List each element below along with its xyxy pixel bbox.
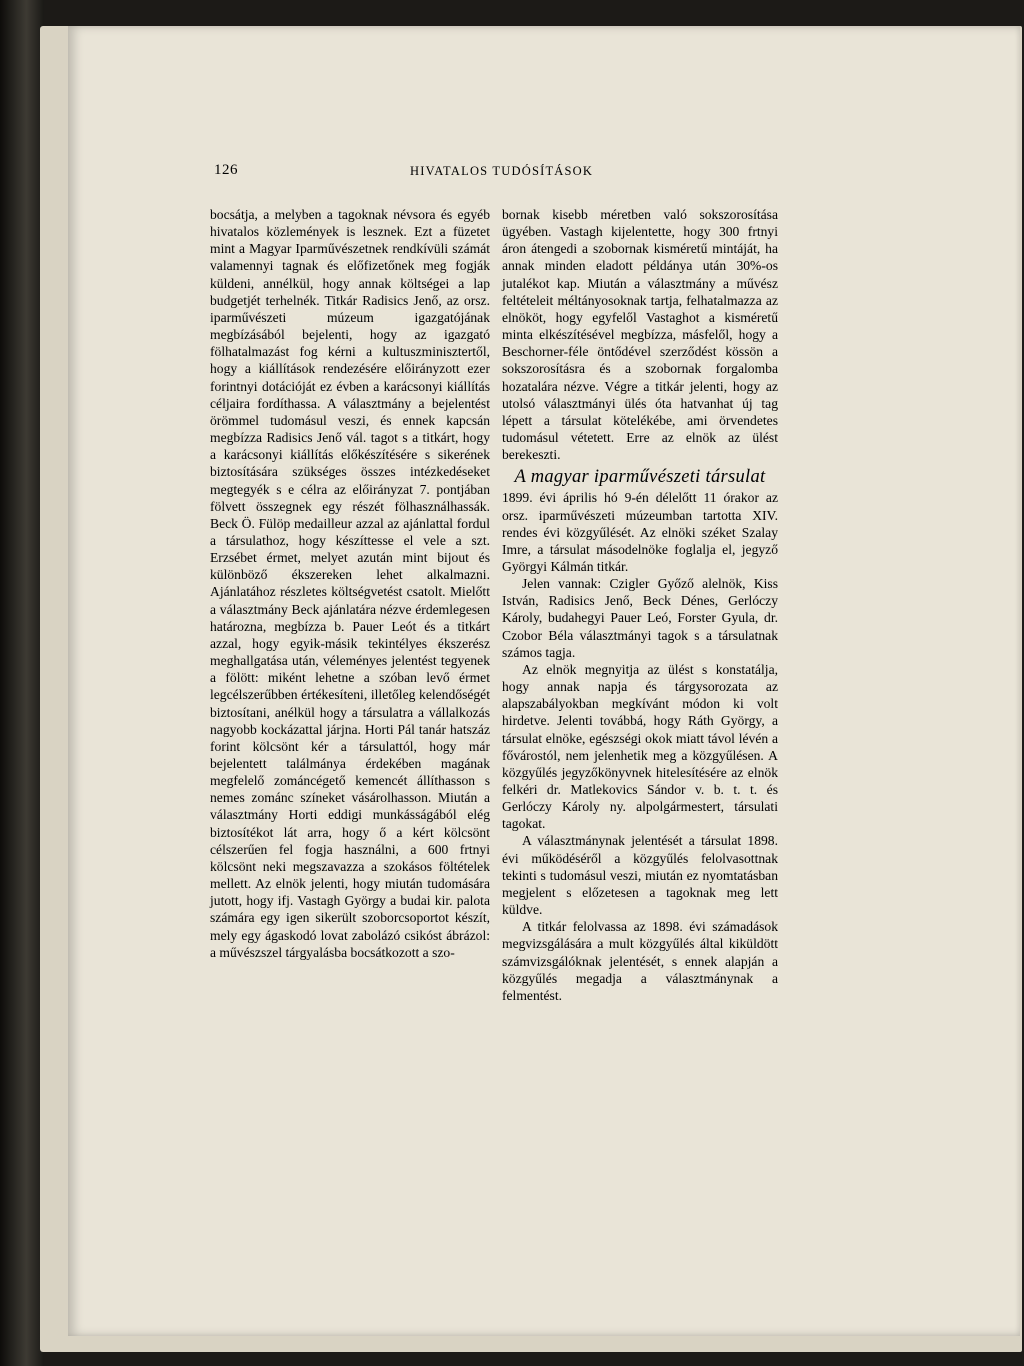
right-paragraph-report: A választmánynak jelentését a társulat 1898. évi működéséről a közgyűlés felolvasottnak tekinti s tudomásul veszi, miután ez nyomtatásban megjelent s előzetesen a tagoknak meg lett küldve. bbox=[502, 833, 778, 918]
right-paragraph-attendees: Jelen vannak: Czigler Győző alelnök, Kiss István, Radisics Jenő, Beck Dénes, Gerlóczy Károly, budahegyi Pauer Leó, Forster Gyula, dr. Czobor Béla választmányi tagok s a társulatnak számos tagja. bbox=[502, 576, 778, 660]
right-paragraph-opening: Az elnök megnyitja az ülést s konstatálja, hogy annak napja és tárgysorozata az alapszabályokban megkívánt módon ki volt hirdetve. Jelenti továbbá, hogy Ráth György, a társulat elnöke, egészségi okok miatt távol lévén a fővárostól, nem jelenhetik meg a közgyűlésen. A közgyűlés jegyzőkönyvnek hitelesítésére az elnök felkéri dr. Matlekovics Sándor v. b. t. t. és Gerlóczy Károly ny. alpolgármestert, társulati tagokat. bbox=[502, 661, 778, 832]
right-paragraph-continuation: bornak kisebb méretben való sokszorosítása ügyében. Vastagh kijelentette, hogy 300 frtnyi áron átengedi a szobornak kisméretű mintáját, ha annak minden eladott példánya után 30%-os jutalékot kap. Miután a választmány a művész feltételeit méltányosoknak tartja, felhatalmazza az elnököt, hogy egyfelől Vastaghot a kisméretű minta elkészítésével megbízza, másfelől, hogy a Beschorner-féle öntődével szerződést kössön a sokszorosításra és a szobornak forgalomba hozatalára nézve. Végre a titkár jelenti, hogy az utolsó választmányi ülés óta hatvanhat új tag lépett a társulat kötelékébe, ami örvendetes tudomásul vétetett. Erre az elnök az ülést berekeszti. bbox=[502, 207, 778, 463]
left-column bbox=[210, 206, 490, 961]
right-paragraph-meeting: 1899. évi április hó 9-én délelőtt 11 órakor az orsz. iparművészeti múzeumban tartotta XIV. rendes évi közgyűlését. Az elnöki széket Szalay Imre, a társulat másodelnöke foglalja el, jegyző Györgyi Kálmán titkár. bbox=[502, 490, 778, 574]
right-paragraph-audit: A titkár felolvassa az 1898. évi számadások megvizsgálására a mult közgyűlés által kiküldött számvizsgálóknak jelentését, s ennek alapján a közgyűlés megadja a választmánynak a felmentést. bbox=[502, 919, 778, 1003]
right-column bbox=[502, 206, 778, 1004]
left-paragraph: bocsátja, a melyben a tagoknak névsora és egyéb hivatalos közlemények is lesznek. Ezt a füzetet mint a Magyar Iparművészetnek rendkívüli számát valamennyi tagnak és előfizetőnek meg fogják küldeni, annélkül, hogy annak költségei a lap budgetjét terhelnék. Titkár Radisics Jenő, az orsz. iparművészeti múzeum igazgatójának megbízásából bejelenti, hogy az igazgató fölhatalmazást fog kérni a kultuszminisztertől, hogy a kiállítások rendezésére előirányzott ezer forintnyi dotációját ez évben a karácsonyi kiállítás céljaira fordíthassa. A választmány a bejelentést örömmel tudomásul veszi, és ennek kapcsán megbízza Radisics Jenő vál. tagot s a titkárt, hogy a karácsonyi kiállítás előkészítésére s sikerének biztosítására szükséges összes intézkedéseket megtegyék s e célra az előirányzat 7. pontjában fölvett összegnek egy részét fölhasználhassák. Beck Ö. Fülöp medailleur azzal az ajánlattal fordul a társulathoz, hogy készíttesse el vele a szt. Erzsébet érmet, melyet azután mint bijout és különböző ékszereken lehet alkalmazni. Ajánlatához részletes költségvetést csatolt. Mielőtt a választmány Beck ajánlatára nézve érdemlegesen határozna, megbízza b. Pauer Leót és a titkárt azzal, hogy egyik-másik tekintélyes ékszerész meghallgatása után, véleményes jelentést tegyenek a fölött: miként lehetne a szóban levő érmet legcélszerűbben értékesíteni, illetőleg kelendőségét biztosítani, anélkül hogy a társulatra a vállalkozás nagyobb kockázattal járjna. Horti Pál tanár hatszáz forint kölcsönt kér a társulattól, hogy már bejelentett találmánya érdekében magának megfelelő zománcégető kemencét állíthasson s nemes zománc színeket vásárolhasson. Miután a választmány Horti eddigi munkásságából elég biztosítékot lát arra, hogy ő a kért kölcsönt célszerűen fel fogja használni, a 600 frtnyi kölcsönt neki megszavazza a szokásos föltételek mellett. Az elnök jelenti, hogy miután tudomására jutott, hogy ifj. Vastagh György a budai kir. palota számára egy igen sikerült szoborcsoportot készít, mely egy ágaskodó lovat zabolázó csikóst ábrázol: a művészszel tárgyalásba bocsátkozott a szo- bbox=[210, 207, 490, 960]
section-title: A magyar iparművészeti társulat bbox=[514, 467, 766, 488]
page-number: 126 bbox=[214, 162, 238, 178]
book-spine bbox=[0, 0, 44, 1366]
running-head: HIVATALOS TUDÓSÍTÁSOK bbox=[410, 164, 594, 178]
